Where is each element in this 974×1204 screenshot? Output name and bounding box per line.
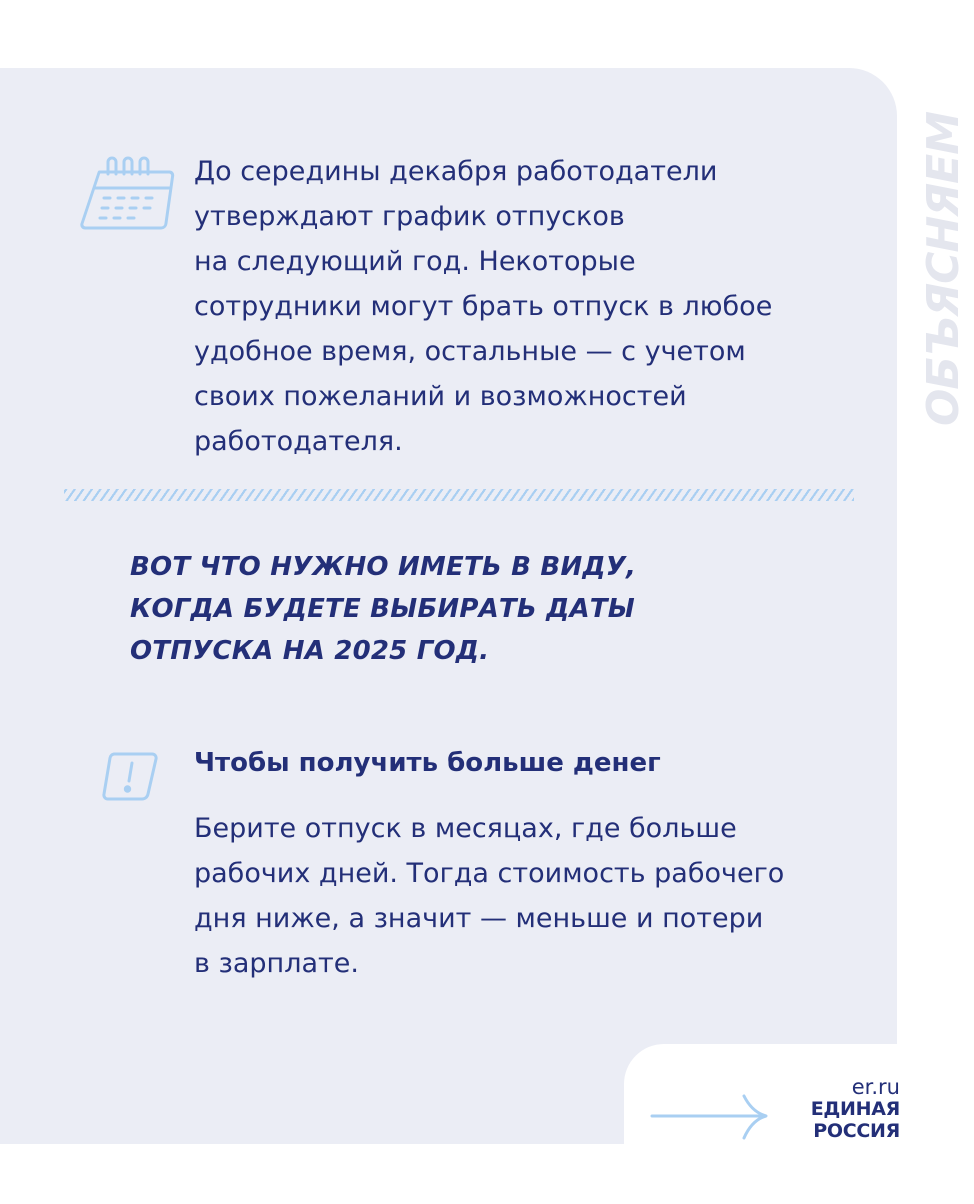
- brand-url[interactable]: er.ru: [851, 1075, 900, 1099]
- intro-line: сотрудники могут брать отпуск в любое: [194, 291, 773, 322]
- headline-line: ВОТ ЧТО НУЖНО ИМЕТЬ В ВИДУ,: [130, 552, 637, 582]
- calendar-icon: [76, 152, 170, 236]
- tip-line: Берите отпуск в месяцах, где больше: [194, 813, 737, 844]
- tip-line: в зарплате.: [194, 948, 359, 979]
- intro-line: До середины декабря работодатели: [194, 156, 718, 187]
- headline: [130, 546, 636, 672]
- tip-paragraph: [194, 806, 784, 986]
- intro-line: утверждают график отпусков: [194, 201, 625, 232]
- tip-line: рабочих дней. Тогда стоимость рабочего: [194, 858, 785, 889]
- intro-line: своих пожеланий и возможностей: [194, 381, 687, 412]
- tip-title: Чтобы получить больше денег: [194, 748, 661, 778]
- side-label: ОБЪЯСНЯЕМ: [918, 112, 969, 426]
- hatched-divider: [64, 489, 854, 501]
- headline-line: КОГДА БУДЕТЕ ВЫБИРАТЬ ДАТЫ: [130, 594, 635, 624]
- intro-paragraph: [194, 149, 772, 464]
- arrow-right-icon: [650, 1094, 770, 1142]
- brand-name-line: ЕДИНАЯ: [810, 1098, 900, 1120]
- brand-name-line: РОССИЯ: [813, 1120, 900, 1142]
- intro-line: на следующий год. Некоторые: [194, 246, 636, 277]
- tip-line: дня ниже, а значит — меньше и потери: [194, 903, 764, 934]
- intro-line: работодателя.: [194, 426, 403, 457]
- intro-line: удобное время, остальные — с учетом: [194, 336, 746, 367]
- brand-logo: [790, 1098, 900, 1142]
- exclamation-icon: [100, 748, 160, 804]
- headline-line: ОТПУСКА НА 2025 ГОД.: [130, 636, 490, 666]
